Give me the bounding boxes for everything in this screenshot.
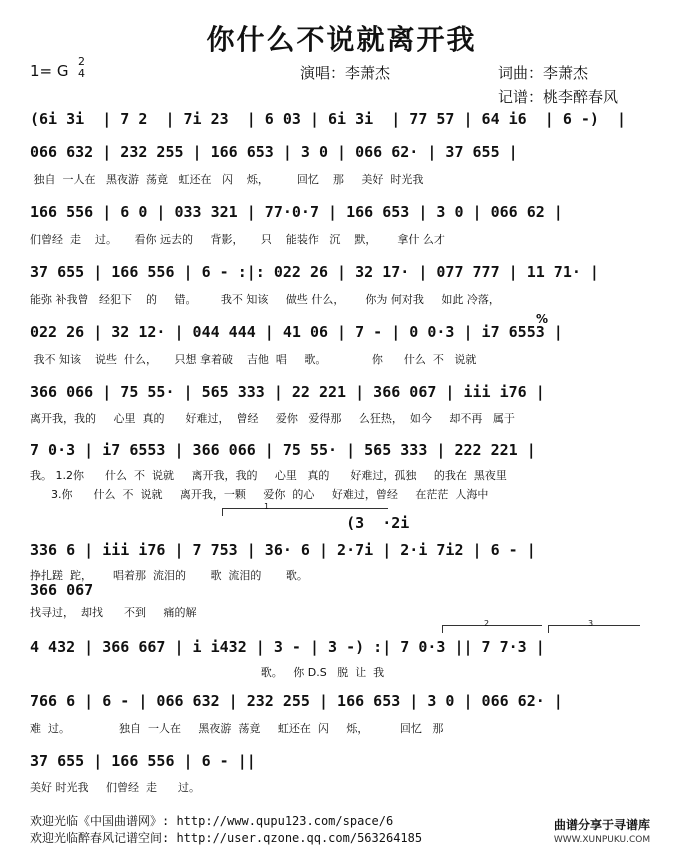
time-signature [78,56,85,80]
segno-mark: % [536,312,549,326]
song-title: 你什么不说就离开我 [206,23,477,56]
notation-row: 37 655 | 166 556 | 6 - || [30,752,256,770]
time-denominator: 4 [78,67,85,80]
volta-label: 3 [588,619,594,628]
watermark-text: 曲谱分享于寻谱库 [553,818,650,832]
lyric-row: 难 过。 独自 一人在 黑夜游 荡竟 虹还在 闪 烁， 回忆 那 [30,722,444,735]
lyric-row: 美好 时光我 们曾经 走 过。 [30,781,200,794]
notation-row: 366 067 [30,581,94,599]
notation-row: 166 556 | 6 0 | 033 321 | 77·0·7 | 166 653 | 3 0 | 066 62 | [30,203,563,221]
volta-label: 2 [484,619,490,628]
site-watermark [527,818,677,852]
lyric-row: 独自 一人在 黑夜游 荡竟 虹还在 闪 烁， 回忆 那 美好 时光我 [30,173,424,186]
composer-credit: 词曲：李萧杰 [498,64,589,82]
lyric-row: 挣扎蹉 跎， 唱着那 流泪的 歌 流泪的 歌。 [30,569,308,582]
volta-bracket-end [548,625,549,633]
lyric-row: 3.你 什么 不 说就 离开我，一颗 爱你 的心 好难过，曾经 在茫茫 人海中 [30,488,489,501]
lyric-row: 们曾经 走 过。 看你 远去的 背影， 只 能装作 沉 默， 拿什 么才 [30,233,445,246]
footer-link-qupu[interactable]: 欢迎光临《中国曲谱网》: http://www.qupu123.com/space/6 [30,814,394,828]
lyric-row: 找寻过， 却找 不到 痛的解 [30,606,197,619]
key-signature: 1= G [30,62,69,80]
lyric-row: 离开我，我的 心里 真的 好难过， 曾经 爱你 爱得那 么狂热， 如今 却不再 属于 [30,412,515,425]
notation-row: 7 0·3 | i7 6553 | 366 066 | 75 55· | 565 333 | 222 221 | [30,441,536,459]
volta-bracket [442,625,542,626]
lyric-row: 能弥 补我曾 经犯下 的 错。 我不 知该 做些 什么， 你为 何对我 如此 冷落， [30,293,500,306]
transcriber-credit: 记谱：桃李醉春风 [498,88,619,106]
notation-row: 4 432 | 366 667 | i i432 | 3 - | 3 -) :| 7 0·3 || 7 7·3 | [30,638,545,656]
volta-bracket-end [442,625,443,633]
volta-bracket [548,625,640,626]
notation-row: (3 ·2i [30,514,410,532]
footer-link-qzone[interactable]: 欢迎光临醉春风记谱空间: http://user.qzone.qq.com/563264185 [30,831,423,845]
watermark-url: WWW.XUNPUKU.COM [553,835,651,845]
notation-row: 366 066 | 75 55· | 565 333 | 22 221 | 366 067 | iii i76 | [30,383,545,401]
notation-row: 766 6 | 6 - | 066 632 | 232 255 | 166 653 | 3 0 | 066 62· | [30,692,563,710]
notation-row: 336 6 | iii i76 | 7 753 | 36· 6 | 2·7i | 2·i 7i2 | 6 - | [30,541,536,559]
time-numerator: 2 [78,55,85,68]
notation-row: (6i 3i | 7 2 | 7i 23 | 6 03 | 6i 3i | 77 57 | 64 i6 | 6 -) | [30,110,627,128]
lyric-row: 我不 知该 说些 什么， 只想 拿着破 吉他 唱 歌。 你 什么 不 说就 [30,353,477,366]
notation-row: 37 655 | 166 556 | 6 - :|: 022 26 | 32 17· | 077 777 | 11 71· | [30,263,599,281]
notation-row: 022 26 | 32 12· | 044 444 | 41 06 | 7 - | 0 0·3 | i7 6553 | [30,323,563,341]
singer-credit: 演唱：李萧杰 [300,64,391,82]
lyric-row: 歌。 你 D.S 脱 让 我 [30,666,385,679]
lyric-row: 我。 1.2你 什么 不 说就 离开我，我的 心里 真的 好难过，孤独 的我在 黑夜里 [30,469,507,482]
volta-label: 1 [264,502,270,511]
notation-row: 066 632 | 232 255 | 166 653 | 3 0 | 066 62· | 37 655 | [30,143,518,161]
volta-bracket [222,508,388,509]
